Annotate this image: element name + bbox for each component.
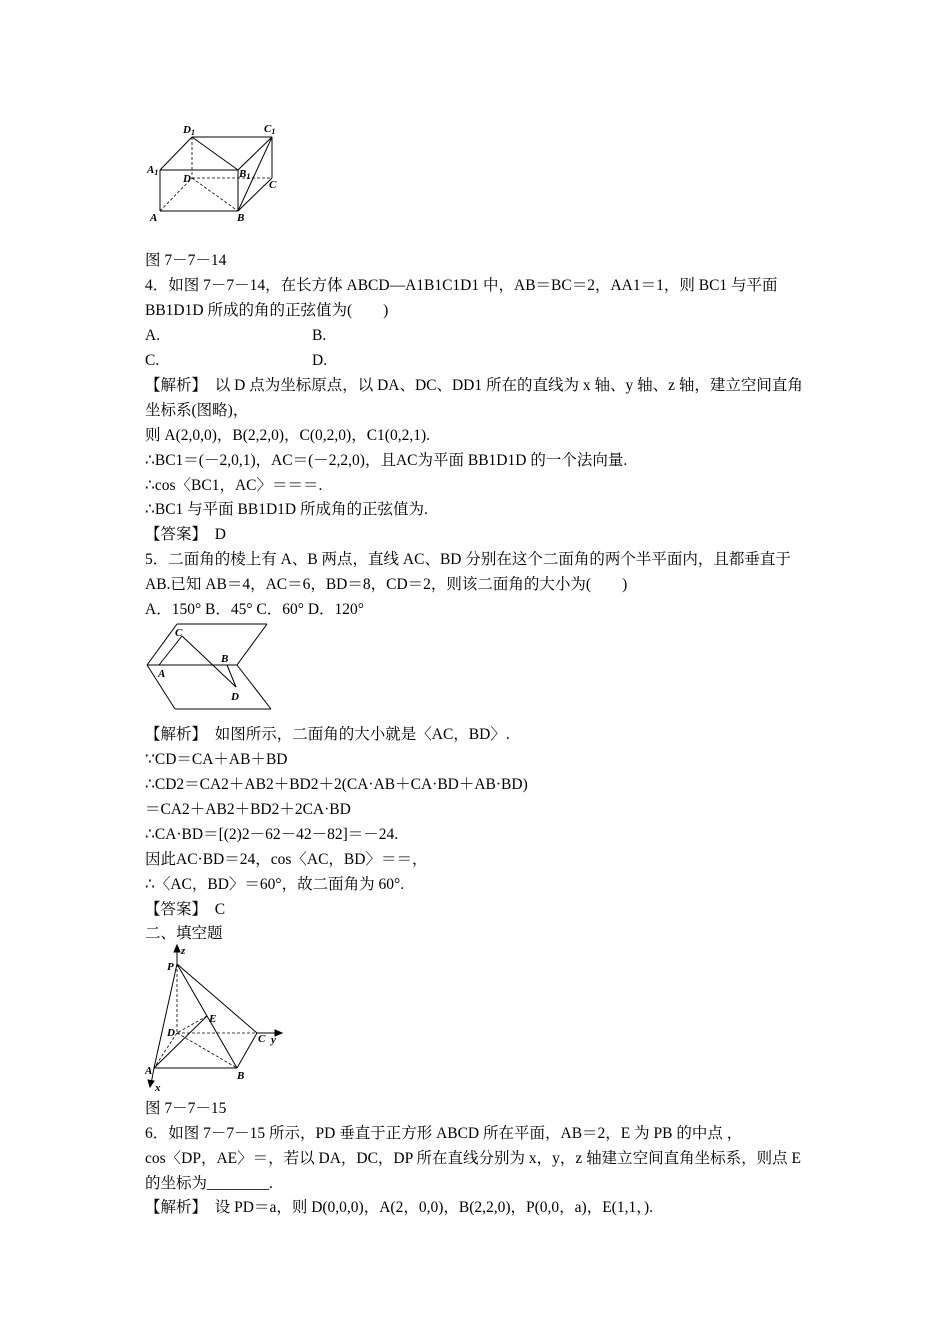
q4-analysis-line2: 坐标系(图略)， [145, 402, 249, 419]
q6-stem-line2: cos〈DP，AE〉＝，若以 DA，DC，DP 所在直线分别为 x，y，z 轴建立空间直角坐标系，则点 E [145, 1150, 802, 1167]
label-D: D [231, 691, 239, 703]
label-z: z [181, 945, 186, 957]
q4-answer: 【答案】 D [145, 526, 226, 543]
q5-analysis-line2: ∵CD＝CA＋AB＋BD [145, 751, 288, 768]
q4-option-d: D. [312, 352, 328, 369]
label-B1: B1 [239, 168, 251, 181]
label-A1: A1 [147, 164, 159, 177]
q5-analysis-line1: 【解析】 如图所示，二面角的大小就是〈AC，BD〉. [145, 726, 510, 743]
q5-analysis-line4: ＝CA2＋AB2＋BD2＋2CA·BD [145, 801, 351, 818]
section-heading-fill-in: 二、填空题 [145, 925, 223, 942]
label-B: B [221, 653, 229, 665]
q4-stem-line2: BB1D1D 所成的角的正弦值为( ) [145, 302, 389, 319]
q4-analysis-line1: 【解析】 以 D 点为坐标原点，以 DA、DC、DD1 所在的直线为 x 轴、y 轴、z 轴，建立空间直角 [145, 377, 803, 394]
q4-option-a: A. [145, 327, 161, 344]
q4-analysis-line3: 则 A(2,0,0)，B(2,2,0)，C(0,2,0)，C1(0,2,1). [145, 427, 431, 444]
label-P: P [167, 961, 174, 973]
q4-option-b: B. [312, 327, 327, 344]
figure-caption-7-7-15: 图 7－7－15 [145, 1100, 227, 1117]
q4-analysis-line6: ∴BC1 与平面 BB1D1D 所成角的正弦值为. [145, 501, 428, 518]
q6-stem-line3: 的坐标为________. [145, 1175, 273, 1192]
label-D1: D1 [183, 124, 195, 137]
q5-stem-line2: AB.已知 AB＝4，AC＝6，BD＝8，CD＝2，则该二面角的大小为( ) [145, 576, 628, 593]
q6-analysis-line1: 【解析】 设 PD＝a，则 D(0,0,0)，A(2，0,0)，B(2,2,0)，P(0,0，a)，E(1,1，). [145, 1199, 654, 1216]
label-y: y [271, 1034, 276, 1046]
figure-caption-7-7-14: 图 7－7－14 [145, 252, 227, 269]
q4-analysis-line4: ∴BC1＝(－2,0,1)，AC＝(－2,2,0)，且AC为平面 BB1D1D 的一个法向量. [145, 452, 628, 469]
label-D: D [167, 1027, 175, 1039]
label-C: C [258, 1033, 266, 1045]
q5-analysis-line6: 因此AC·BD＝24，cos〈AC，BD〉＝＝， [145, 851, 428, 868]
label-C: C [175, 627, 183, 639]
q4-option-c: C. [145, 352, 160, 369]
q5-analysis-line3: ∴CD2＝CA2＋AB2＋BD2＋2(CA·AB＋CA·BD＋AB·BD) [145, 776, 528, 793]
q4-stem-line1: 4．如图 7－7－14，在长方体 ABCD—A1B1C1D1 中，AB＝BC＝2，AA1＝1，则 BC1 与平面 [145, 277, 778, 294]
label-C: C [269, 179, 277, 191]
label-C1: C1 [264, 123, 276, 136]
q5-analysis-line5: ∴CA·BD＝[(2)2－62－42－82]＝－24. [145, 826, 399, 843]
label-A: A [150, 212, 158, 224]
q5-options: A．150° B．45° C．60° D．120° [145, 601, 364, 618]
q5-analysis-line7: ∴〈AC，BD〉＝60°，故二面角为 60°. [145, 876, 405, 893]
label-B: B [237, 1070, 245, 1082]
label-A: A [158, 668, 166, 680]
label-A: A [145, 1065, 153, 1077]
figure-pyramid [145, 944, 290, 1094]
q5-stem-line1: 5．二面角的棱上有 A、B 两点，直线 AC、BD 分别在这个二面角的两个半平面内，且都垂直于 [145, 551, 791, 568]
figure-dihedral [145, 620, 275, 715]
q4-analysis-line5: ∴cos〈BC1，AC〉＝＝＝. [145, 477, 323, 494]
label-D: D [183, 173, 191, 185]
figure-cuboid [145, 120, 285, 230]
q6-stem-line1: 6．如图 7－7－15 所示，PD 垂直于正方形 ABCD 所在平面，AB＝2，E 为 PB 的中点 ， [145, 1125, 743, 1142]
label-x: x [155, 1082, 161, 1094]
label-B: B [237, 212, 245, 224]
label-E: E [209, 1013, 217, 1025]
q5-answer: 【答案】 C [145, 901, 226, 918]
